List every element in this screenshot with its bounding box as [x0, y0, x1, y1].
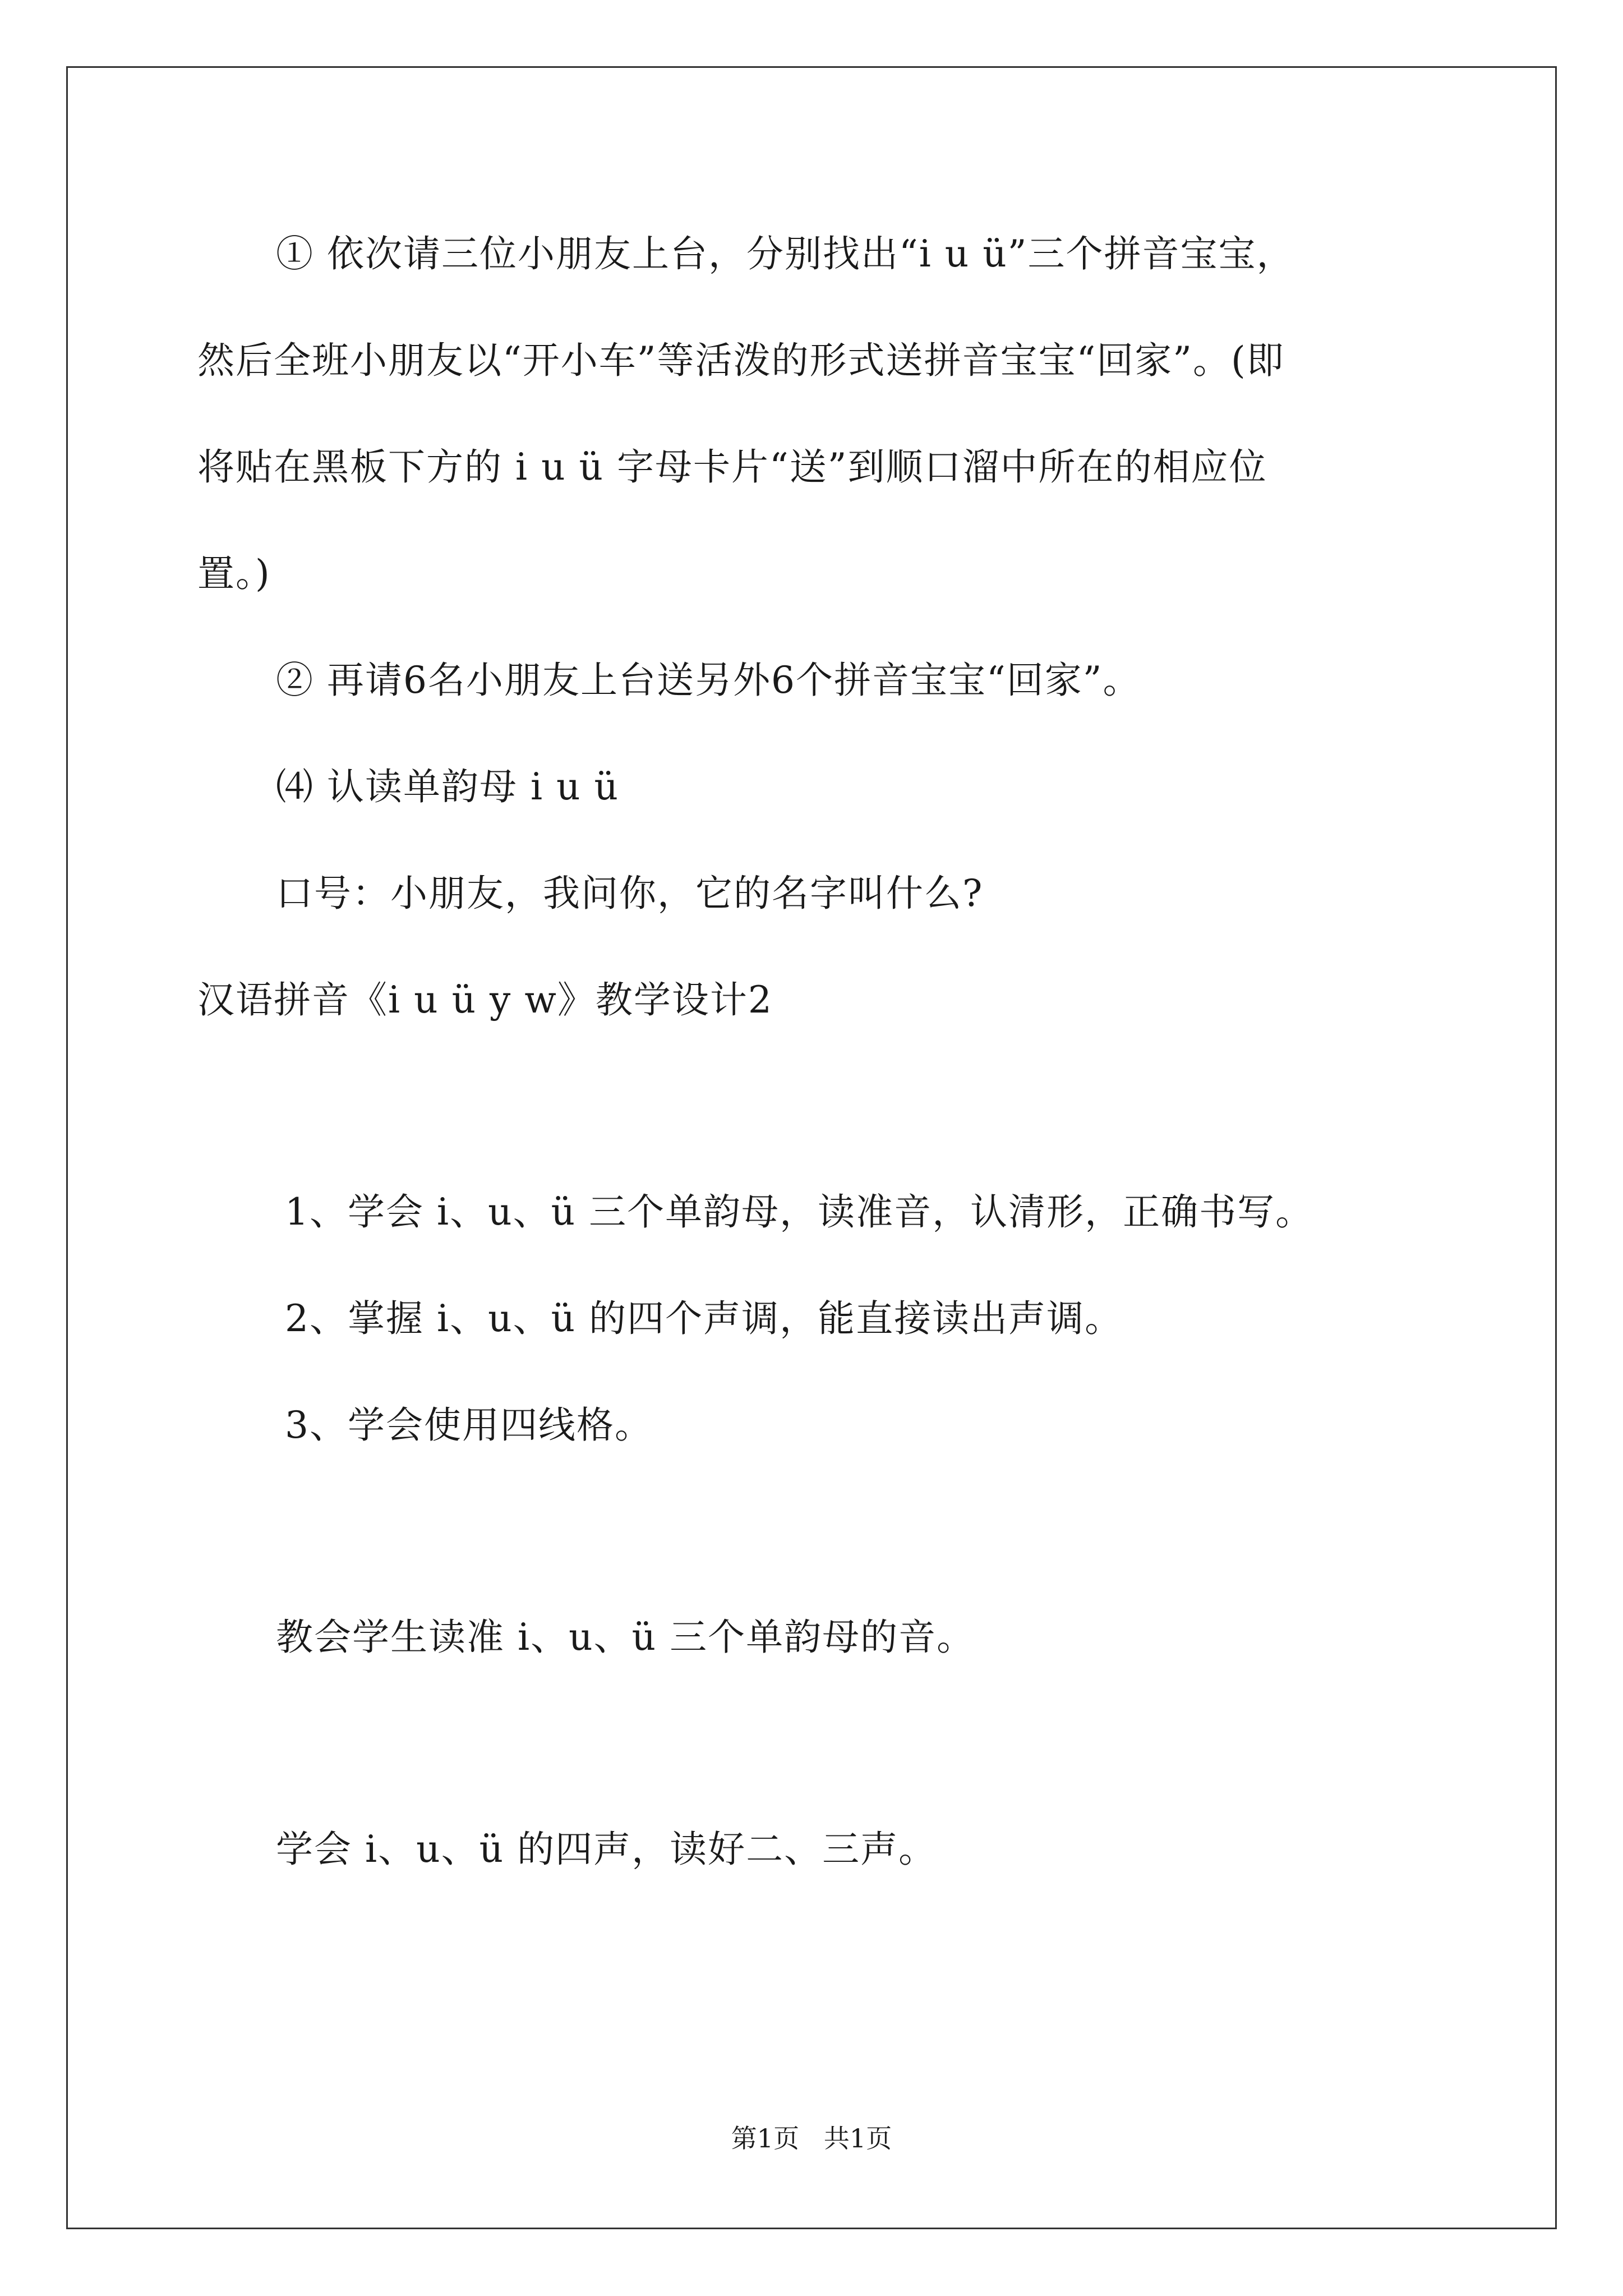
paragraph-step-1-line-3: 将贴在黑板下方的 i u ü 字母卡片“送”到顺口溜中所在的相应位 [197, 445, 1267, 489]
objective-2: 2、掌握 i、u、ü 的四个声调，能直接读出声调。 [285, 1297, 1123, 1340]
page-number-footer: 第1页 共1页 [731, 2123, 892, 2154]
paragraph-step-1-line-4: 置。) [197, 552, 271, 595]
paragraph-step-1-line-1: ① 依次请三位小朋友上台，分别找出“i u ü”三个拼音宝宝， [276, 232, 1295, 275]
section-heading: 汉语拼音《i u ü y w》教学设计2 [197, 978, 773, 1022]
paragraph-step-2: ② 再请6名小朋友上台送另外6个拼音宝宝“回家”。 [276, 659, 1141, 702]
page-border [66, 66, 1557, 2229]
paragraph-section-4: ⑷ 认读单韵母 i u ü [276, 765, 620, 808]
objective-1: 1、学会 i、u、ü 三个单韵母，读准音，认清形，正确书写。 [285, 1190, 1314, 1234]
difficult-point: 学会 i、u、ü 的四声，读好二、三声。 [276, 1828, 937, 1871]
paragraph-slogan: 口号：小朋友，我问你，它的名字叫什么? [276, 872, 984, 915]
paragraph-step-1-line-2: 然后全班小朋友以“开小车”等活泼的形式送拼音宝宝“回家”。(即 [197, 339, 1285, 382]
objective-3: 3、学会使用四线格。 [285, 1404, 653, 1447]
key-point: 教会学生读准 i、u、ü 三个单韵母的音。 [276, 1616, 975, 1659]
